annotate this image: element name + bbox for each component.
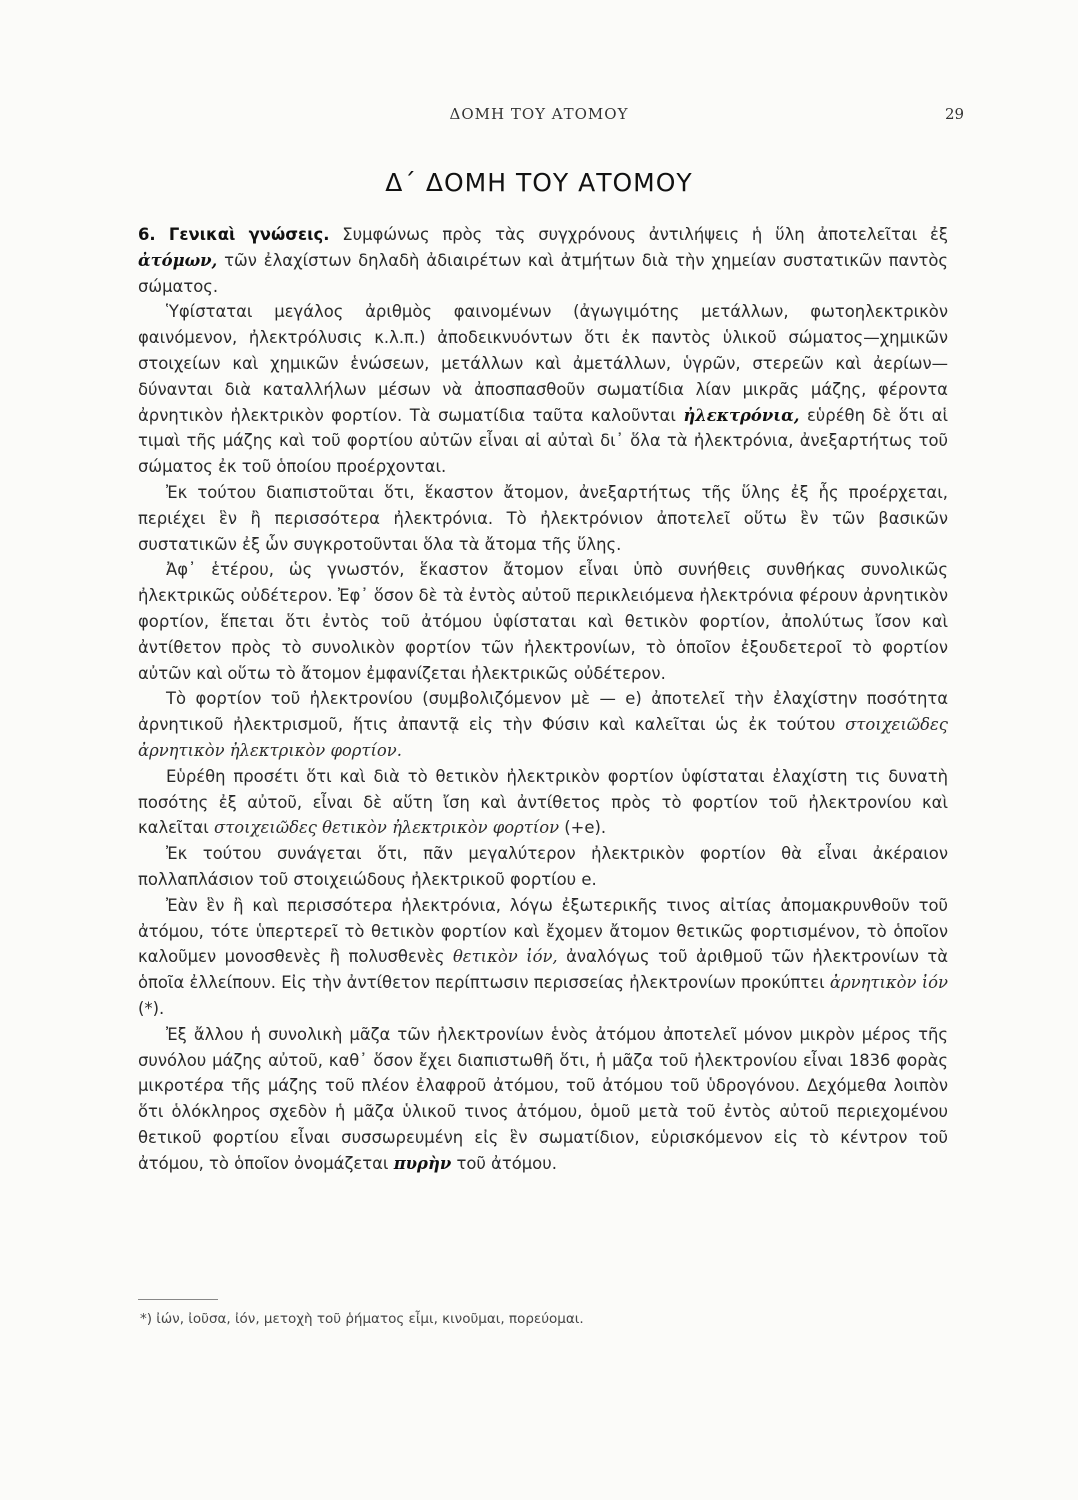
paragraph-text: τοῦ ἀτόμου. <box>451 1153 557 1173</box>
footnote: *) ἰών, ἰοῦσα, ἰόν, μετοχὴ τοῦ ῥήματος εἶμι, κινοῦμαι, πορεύομαι. <box>140 1311 584 1327</box>
running-header: ΔΟΜΗ ΤΟΥ ΑΤΟΜΟΥ <box>449 105 629 123</box>
paragraph-text: Ἐξ ἄλλου ἡ συνολικὴ μᾶζα τῶν ἠλεκτρονίων ἑνὸς ἀτόμου ἀποτελεῖ μόνον μικρὸν μέρος τῆς συνόλου μάζης αὐτοῦ, καθ᾽ ὅσον ἔχει διαπιστωθῆ ὅτι, ἡ μᾶζα τοῦ ἠλεκτρονίου εἶναι 1836 φορὰς μικροτέρα τῆς μάζης τοῦ πλέον ἐλαφροῦ ἀτόμου, τοῦ ἀτόμου τοῦ ὑδρογόνου. Δεχόμεθα λοιπὸν ὅτι ὁλόκληρος σχεδὸν ἡ μᾶζα ὑλικοῦ τινος ἀτόμου, ὁμοῦ μετὰ τοῦ ἐντὸς αὐτοῦ περιεχομένου θετικοῦ φορτίου εἶναι συσσωρευμένη εἰς ἓν σωματίδιον, εὑρισκόμενον εἰς τὸ κέντρον τοῦ ἀτόμου, τὸ ὁποῖον ὀνομάζεται <box>138 1024 948 1173</box>
paragraph-text: (+e). <box>559 818 607 838</box>
chapter-title: Δ΄ ΔΟΜΗ ΤΟΥ ΑΤΟΜΟΥ <box>385 168 693 197</box>
term-positive-charge: στοιχειῶδες θετικὸν ἠλεκτρικὸν φορτίον <box>214 818 560 838</box>
paragraph-text: Τὸ φορτίον τοῦ ἠλεκτρονίου (συμβολιζόμενον μὲ — e) ἀποτελεῖ τὴν ἐλαχίστην ποσότητα ἀρνητικοῦ ἠλεκτρισμοῦ, ἥτις ἀπαντᾷ εἰς τὴν Φύσιν καὶ καλεῖται ὡς ἐκ τούτου <box>138 689 948 735</box>
paragraph-text: εὑρέθη δὲ ὅτι αἱ τιμαὶ τῆς μάζης καὶ τοῦ φορτίου αὐτῶν εἶναι αἱ αὐταὶ δι᾽ ὅλα τὰ ἠλεκτρόνια, ἀνεξαρτήτως τοῦ σώματος ἐκ τοῦ ὁποίου προέρχονται. <box>138 405 949 477</box>
paragraph-text: Συμφώνως πρὸς τὰς συγχρόνους ἀντιλήψεις ἡ ὕλη ἀποτελεῖται ἐξ <box>329 225 949 244</box>
footnote-divider <box>138 1299 218 1300</box>
paragraph-4: Ἀφ᾽ ἑτέρου, ὡς γνωστόν, ἕκαστον ἄτομον εἶναι ὑπὸ συνήθεις συνθήκας συνολικῶς ἠλεκτρικῶς οὐδέτερον. Ἐφ᾽ ὅσον δὲ τὰ ἐντὸς αὐτοῦ περικλειόμενα ἠλεκτρόνια φέρουν ἀρνητικὸν φορτίον, ἕπεται ὅτι ἐντὸς τοῦ ἀτόμου ὑφίσταται καὶ θετικὸν φορτίον, ἀπολύτως ἴσον καὶ ἀντίθετον πρὸς τὸ συνολικὸν φορτίον τῶν ἠλεκτρονίων, τὸ ὁποῖον ἐξουδετεροῖ τὸ φορτίον αὐτῶν καὶ οὕτω τὸ ἄτομον ἐμφανίζεται ἠλεκτρικῶς οὐδέτερον. <box>138 560 948 683</box>
page-number: 29 <box>945 105 965 123</box>
paragraph-text: Εὑρέθη προσέτι ὅτι καὶ διὰ τὸ θετικὸν ἠλεκτρικὸν φορτίον ὑφίσταται ἐλαχίστη τις δυνατὴ ποσότης ἐξ αὐτοῦ, εἶναι δὲ αὕτη ἴση καὶ ἀντίθετος πρὸς τὸ φορτίον τοῦ ἠλεκτρονίου καὶ καλεῖται <box>138 766 948 838</box>
paragraph-text: τῶν ἐλαχίστων δηλαδὴ ἀδιαιρέτων καὶ ἀτμήτων διὰ τὴν χημείαν συστατικῶν παντὸς σώματος. <box>138 250 948 296</box>
term-nucleus: πυρὴν <box>393 1153 452 1173</box>
paragraph-5 <box>138 686 948 763</box>
paragraph-9 <box>138 1022 948 1177</box>
paragraph-6 <box>138 764 948 841</box>
term-electrons: ἠλεκτρόνια, <box>683 405 800 425</box>
paragraph-3: Ἐκ τούτου διαπιστοῦται ὅτι, ἕκαστον ἄτομον, ἀνεξαρτήτως τῆς ὕλης ἐξ ἧς προέρχεται, περιέχει ἓν ἢ περισσότερα ἠλεκτρόνια. Τὸ ἠλεκτρόνιον ἀποτελεῖ οὕτω ἓν τῶν βασικῶν συστατικῶν ἐξ ὧν συγκροτοῦνται ὅλα τὰ ἄτομα τῆς ὕλης. <box>138 482 948 554</box>
section-heading: 6. Γενικαὶ γνώσεις. <box>138 225 330 244</box>
paragraph-text: (*). <box>138 998 165 1018</box>
term-positive-ion: θετικὸν ἰόν, <box>452 947 558 967</box>
term-atoms: ἀτόμων, <box>138 250 218 270</box>
paragraph-7: Ἐκ τούτου συνάγεται ὅτι, πᾶν μεγαλύτερον ἠλεκτρικὸν φορτίον θὰ εἶναι ἀκέραιον πολλαπλάσιον τοῦ στοιχειώδους ἠλεκτρικοῦ φορτίου e. <box>138 844 948 889</box>
paragraph-text: ἀναλόγως τοῦ ἀριθμοῦ τῶν ἠλεκτρονίων τὰ ὁποῖα ἐλλείπουν. Εἰς τὴν ἀντίθετον περίπτωσιν περισσείας ἠλεκτρονίων προκύπτει <box>138 947 948 993</box>
paragraph-text: Ἐὰν ἓν ἢ καὶ περισσότερα ἠλεκτρόνια, λόγω ἐξωτερικῆς τινος αἰτίας ἀπομακρυνθοῦν τοῦ ἀτόμου, τότε ὑπερτερεῖ τὸ θετικὸν φορτίον καὶ ἔχομεν ἄτομον θετικῶς φορτισμένον, τὸ ὁποῖον καλοῦμεν μονοσθενὲς ἢ πολυσθενὲς <box>138 895 948 967</box>
paragraph-text: Ὑφίσταται μεγάλος ἀριθμὸς φαινομένων (ἀγωγιμότης μετάλλων, φωτοηλεκτρικὸν φαινόμενον, ἠλεκτρόλυσις κ.λ.π.) ἀποδεικνυόντων ὅτι ἐκ παντὸς ὑλικοῦ σώματος—χημικῶν στοιχείων καὶ χημικῶν ἑνώσεων, μετάλλων καὶ ἀμετάλλων, ὑγρῶν, στερεῶν καὶ ἀερίων—δύνανται διὰ καταλλήλων μέσων νὰ ἀποσπασθοῦν σωματίδια λίαν μικρᾶς μάζης, φέροντα ἀρνητικὸν ἠλεκτρικὸν φορτίον. Τὰ σωματίδια ταῦτα καλοῦνται <box>138 302 948 425</box>
paragraph-1 <box>138 222 948 299</box>
term-negative-charge: στοιχειῶδες ἀρνητικὸν ἠλεκτρικὸν φορτίον. <box>138 715 948 760</box>
term-negative-ion: ἀρνητικὸν ἰόν <box>829 973 948 993</box>
body-text <box>138 222 948 1176</box>
paragraph-2 <box>138 299 948 480</box>
paragraph-8 <box>138 893 948 1022</box>
